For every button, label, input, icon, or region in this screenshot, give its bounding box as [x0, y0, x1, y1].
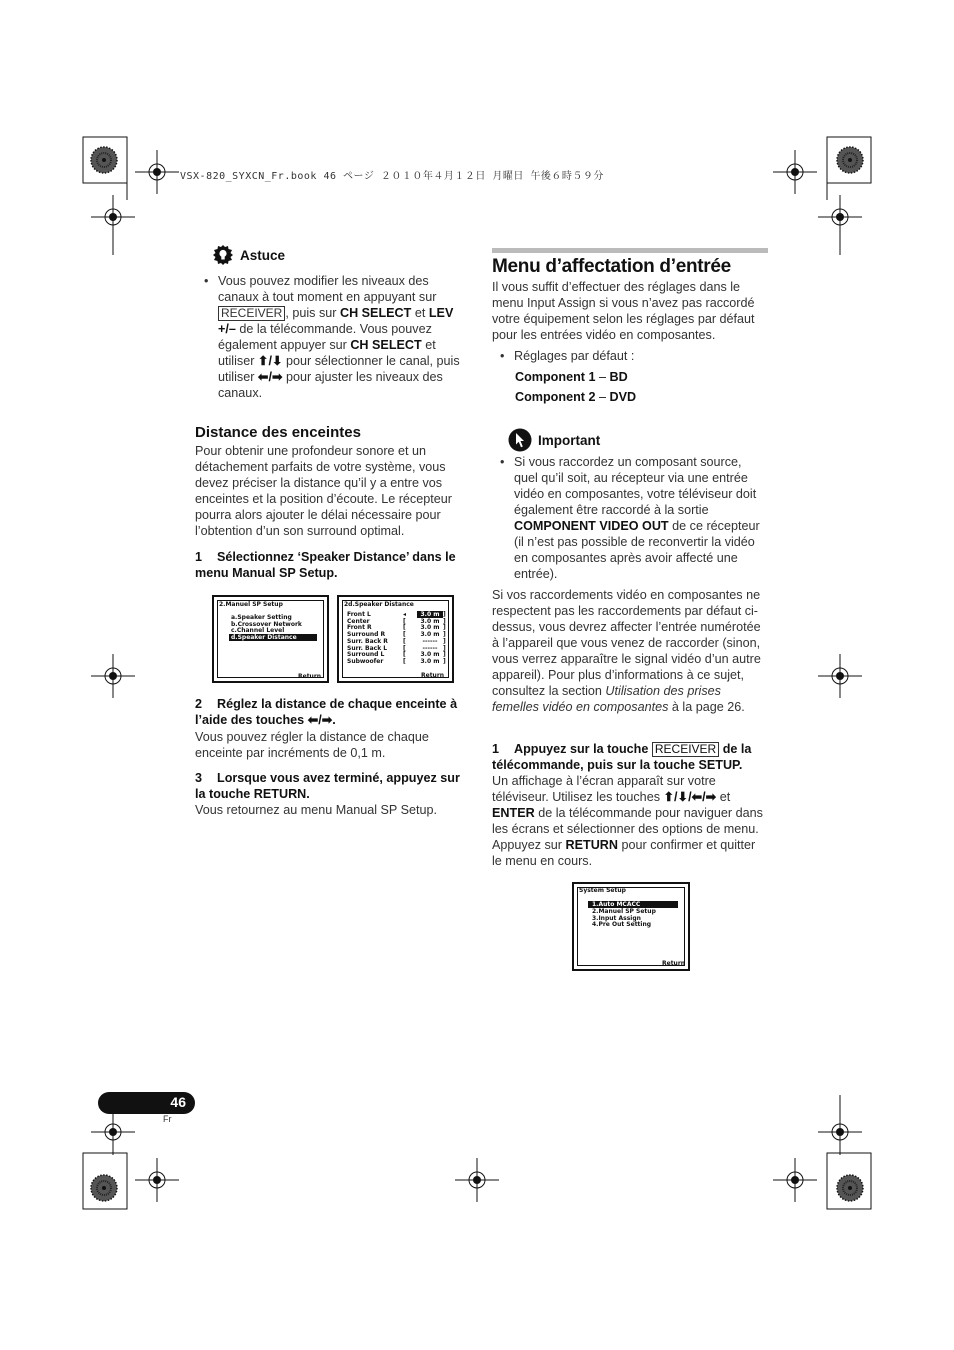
osd-distance-value: ------	[422, 644, 438, 652]
default-component-1: Component 1 – BD	[515, 370, 628, 384]
osd-distance-value: 3.0 m	[420, 657, 440, 665]
component-connections-paragraph: Si vos raccordements vidéo en composantes ne respectent pas les raccordements par défaut ci-dessus, vous devrez affecter l’entrée numérotée à l’appareil que vous venez de raccorder (sinon, vous verrez apparaître le signal vidéo d’un autre appareil). Pour plus d’informations à ce sujet, consultez la section Utilisation des prises femelles vidéo en composantes à la page 26.	[492, 588, 761, 714]
osd-item: a.Speaker Setting	[231, 614, 292, 621]
osd-distance-value: 3.0 m	[420, 631, 440, 639]
osd-item: 4.Pre Out Setting	[592, 921, 652, 928]
cross-reference: Utilisation des prises femelles vidéo en composantes	[492, 684, 721, 714]
osd-distance-value: 3.0 m	[420, 617, 440, 625]
print-header: VSX-820_SYXCN_Fr.book 46 ページ ２０１０年４月１２日 月曜日 午後６時５９分	[180, 171, 604, 182]
osd-title: 2d.Speaker Distance	[344, 601, 414, 608]
osd-title: System Setup	[579, 887, 626, 894]
important-pointer-icon	[508, 428, 532, 452]
osd-return: Return	[298, 673, 322, 680]
crosshair-mark-top-right	[773, 150, 817, 194]
osd-bracket: [	[403, 644, 406, 652]
osd-distance-label: Surround L	[347, 651, 385, 659]
osd-distance-label: Front R	[347, 624, 372, 632]
menu-affectation-heading: Menu d’affectation d’entrée	[492, 256, 731, 277]
receiver-button-label: RECEIVER	[218, 306, 285, 321]
setup-step-1: 1 Appuyez sur la touche RECEIVER de la télécommande, puis sur la touche SETUP.	[492, 742, 752, 772]
osd-item-selected: 1.Auto MCACC	[588, 901, 678, 908]
astuce-tip: • Vous pouvez modifier les niveaux des canaux à tout moment en appuyant sur RECEIVER , puis sur CH SELECT et LEV +/– de la télécommande. Vous pouvez également appuyer sur CH SELECT et utiliser ⬆/⬇ pour sélectionner le canal, puis utiliser ⬅/➡ pour ajuster les niveaux des canaux.	[204, 274, 460, 400]
osd-bracket: [	[403, 624, 406, 632]
important-title-row	[508, 428, 600, 452]
osd-bracket: ]	[443, 611, 446, 618]
osd-distance-label: Front L	[347, 611, 371, 618]
osd-bracket: [	[403, 617, 406, 625]
page-language: Fr	[163, 1114, 172, 1124]
top-right-burst-mark	[837, 147, 863, 173]
osd-distance-label: Surround R	[347, 631, 386, 639]
osd-bracket: ]	[443, 617, 446, 625]
osd-return: Return	[421, 672, 445, 679]
osd-distance-label: Surr. Back R	[347, 637, 388, 645]
distance-intro: Pour obtenir une profondeur sonore et un détachement parfaits de votre système, vous devez préciser la distance qu’il y a entre vos enceintes et la position d’écoute. Le récepteur pourra alors ajouter le délai nécessaire pour l’obtention d’un son surround optimal.	[195, 444, 452, 538]
menu-affectation-intro: Il vous suffit d’effectuer des réglages dans le menu Input Assign si vous n’avez pas raccordé votre équipement selon les réglages par défaut pour les entrées vidéo en composantes.	[492, 280, 755, 342]
important-note: • Si vous raccordez un composant source, quel qu’il soit, au récepteur via une entrée vidéo en composantes, votre téléviseur doit également être raccordé à la sortie COMPONENT VIDEO OUT de ce récepteur (il n’est pas possible de reconvertir la vidéo en composantes après avoir affecté une entrée).	[500, 455, 760, 581]
left-right-arrows: ⬅/➡	[307, 713, 333, 727]
osd-bracket: ]	[443, 637, 446, 645]
osd-bracket: [	[403, 637, 406, 645]
crosshair-mark-bottom-right	[773, 1158, 817, 1202]
astuce-title-row	[212, 244, 285, 266]
distance-step-3-text: Vous retournez au menu Manual SP Setup.	[195, 803, 438, 817]
top-left-burst-mark	[91, 147, 117, 173]
distance-step-2: 2 Réglez la distance de chaque enceinte à l’aide des touches ⬅/➡.	[195, 697, 458, 727]
osd-manual-sp-setup	[212, 595, 329, 683]
osd-item: c.Channel Level	[231, 627, 285, 634]
bottom-right-burst-mark	[837, 1175, 863, 1201]
osd-distance-label: Subwoofer	[347, 657, 384, 665]
osd-bracket: ]	[443, 644, 446, 652]
up-down-arrows: ⬆/⬇	[257, 354, 283, 368]
osd-bracket: [	[403, 631, 406, 639]
osd-distance-value: ------	[422, 637, 438, 645]
navigation-arrows: ⬆/⬇/⬅/➡	[663, 790, 717, 804]
distance-step-1: 1 Sélectionnez ‘Speaker Distance’ dans le menu Manual SP Setup.	[195, 550, 456, 580]
lightbulb-icon	[212, 244, 234, 266]
osd-item: b.Crossover Network	[231, 620, 302, 628]
osd-distance-label: Surr. Back L	[347, 644, 388, 652]
osd-system-setup	[572, 882, 690, 971]
crosshair-mark-bottom-center	[455, 1158, 499, 1202]
osd-bracket: ]	[443, 651, 446, 659]
page-number: 46	[170, 1094, 186, 1110]
setup-step-1-text: Un affichage à l’écran apparaît sur votre téléviseur. Utilisez les touches ⬆/⬇/⬅/➡ et ENTER de la télécommande pour naviguer dans les écrans et sélectionner des options de menu. Appuyez sur RETURN pour confirmer et quitter le menu en cours.	[492, 774, 763, 868]
osd-distance-value: 3.0 m	[420, 624, 440, 632]
osd-distance-value: 3.0 m	[417, 611, 443, 618]
osd-bracket: ]	[443, 657, 446, 665]
receiver-button-label: RECEIVER	[652, 742, 719, 757]
osd-return: Return	[662, 960, 686, 967]
crosshair-mark-top-left	[135, 150, 179, 194]
section-rule	[492, 248, 768, 253]
osd-speaker-distance	[337, 595, 454, 683]
osd-item: 3.Input Assign	[592, 914, 641, 922]
distance-step-3: 3 Lorsque vous avez terminé, appuyez sur la touche RETURN.	[195, 771, 460, 801]
osd-title: 2.Manuel SP Setup	[219, 601, 283, 608]
osd-bracket: [	[403, 657, 406, 665]
crosshair-mark-left-middle	[91, 654, 135, 698]
osd-bracket: ◂	[403, 611, 407, 618]
defaults-list: • Réglages par défaut : Component 1 – BD Component 2 – DVD	[492, 348, 768, 405]
important-title: Important	[538, 432, 601, 448]
default-component-2: Component 2 – DVD	[515, 390, 637, 404]
osd-bracket: ]	[443, 631, 446, 639]
bottom-left-burst-mark	[91, 1175, 117, 1201]
osd-bracket: [	[403, 651, 406, 659]
osd-bracket: ]	[443, 624, 446, 632]
osd-distance-value: 3.0 m	[420, 651, 440, 659]
astuce-title: Astuce	[240, 247, 286, 263]
crosshair-mark-right-middle	[818, 654, 862, 698]
osd-distance-label: Center	[347, 617, 370, 625]
distance-heading: Distance des enceintes	[195, 424, 361, 441]
left-right-arrows: ⬅/➡	[257, 370, 283, 384]
osd-item: 2.Manuel SP Setup	[592, 908, 656, 915]
distance-step-2-text: Vous pouvez régler la distance de chaque enceinte par incréments de 0,1 m.	[195, 730, 429, 760]
crosshair-mark-bottom-left	[135, 1158, 179, 1202]
osd-item-selected: d.Speaker Distance	[229, 634, 317, 641]
